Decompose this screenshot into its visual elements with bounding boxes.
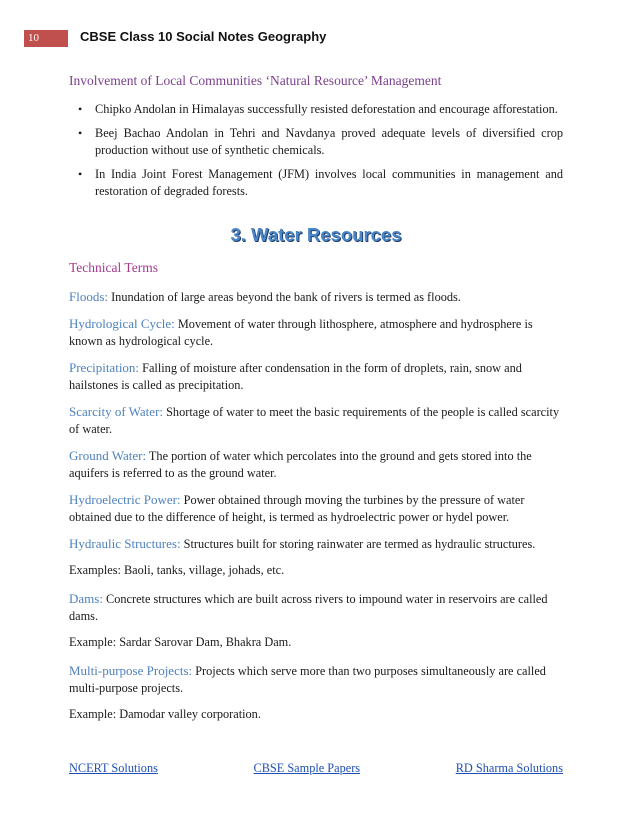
term-hydrological-cycle bbox=[69, 315, 563, 350]
term-label: Floods: bbox=[69, 289, 109, 304]
term-label: Precipitation: bbox=[69, 360, 140, 375]
term-precipitation bbox=[69, 359, 563, 394]
header-title: CBSE Class 10 Social Notes Geography bbox=[80, 29, 327, 44]
bullet-text: Beej Bachao Andolan in Tehri and Navdanya proved adequate levels of diversified crop production without use of synthetic chemicals. bbox=[95, 126, 563, 157]
term-definition: Projects which serve more than two purposes simultaneously are called multi-purpose projects. bbox=[69, 664, 546, 695]
term-definition: The portion of water which percolates into the ground and gets stored into the aquifers is referred to as the ground water. bbox=[69, 449, 532, 480]
page-number: 10 bbox=[24, 30, 68, 47]
list-item bbox=[69, 125, 563, 159]
term-floods bbox=[69, 288, 563, 306]
term-definition: Power obtained through moving the turbines by the pressure of water obtained due to the difference of height, is termed as hydroelectric power or hydel power. bbox=[69, 493, 525, 524]
term-label: Scarcity of Water: bbox=[69, 404, 164, 419]
term-label: Hydraulic Structures: bbox=[69, 536, 181, 551]
section-heading: Involvement of Local Communities ‘Natural Resource’ Management bbox=[69, 73, 442, 88]
term-definition: Structures built for storing rainwater are termed as hydraulic structures. bbox=[180, 537, 536, 551]
term-ground-water bbox=[69, 447, 563, 482]
term-label: Ground Water: bbox=[69, 448, 147, 463]
chapter-title: 3. Water Resources bbox=[230, 224, 402, 245]
term-label: Hydroelectric Power: bbox=[69, 492, 181, 507]
term-definition: Shortage of water to meet the basic requirements of the people is called scarcity of water. bbox=[69, 405, 560, 436]
technical-terms-heading: Technical Terms bbox=[69, 260, 158, 275]
term-label: Multi-purpose Projects: bbox=[69, 663, 193, 678]
bullet-list bbox=[69, 101, 563, 200]
bullet-icon: • bbox=[78, 126, 83, 140]
multipurpose-example: Example: Damodar valley corporation. bbox=[69, 707, 261, 721]
term-definition: Concrete structures which are built across rivers to impound water in reservoirs are called dams. bbox=[69, 592, 548, 623]
hydraulic-examples: Examples: Baoli, tanks, village, johads, etc. bbox=[69, 563, 285, 577]
page-content bbox=[69, 73, 563, 734]
term-scarcity-of-water bbox=[69, 403, 563, 438]
term-definition: Movement of water through lithosphere, atmosphere and hydrosphere is known as hydrological cycle. bbox=[69, 317, 533, 348]
bullet-icon: • bbox=[78, 167, 83, 181]
ncert-solutions-link[interactable]: NCERT Solutions bbox=[69, 761, 158, 775]
term-multipurpose-projects bbox=[69, 662, 563, 697]
term-hydraulic-structures bbox=[69, 535, 563, 553]
cbse-sample-papers-link[interactable]: CBSE Sample Papers bbox=[253, 761, 361, 775]
term-dams bbox=[69, 590, 563, 625]
rd-sharma-solutions-link[interactable]: RD Sharma Solutions bbox=[455, 761, 563, 775]
dams-example: Example: Sardar Sarovar Dam, Bhakra Dam. bbox=[69, 635, 292, 649]
bullet-text: In India Joint Forest Management (JFM) involves local communities in management and restoration of degraded forests. bbox=[95, 167, 563, 198]
list-item bbox=[69, 101, 563, 118]
bullet-icon: • bbox=[78, 102, 83, 116]
term-definition: Falling of moisture after condensation in the form of droplets, rain, snow and hailstones is called as precipitation. bbox=[69, 361, 522, 392]
term-label: Dams: bbox=[69, 591, 103, 606]
term-label: Hydrological Cycle: bbox=[69, 316, 175, 331]
term-hydroelectric-power bbox=[69, 491, 563, 526]
footer bbox=[69, 761, 563, 776]
list-item bbox=[69, 166, 563, 200]
bullet-text: Chipko Andolan in Himalayas successfully resisted deforestation and encourage afforestation. bbox=[95, 102, 558, 116]
term-definition: Inundation of large areas beyond the bank of rivers is termed as floods. bbox=[108, 290, 461, 304]
